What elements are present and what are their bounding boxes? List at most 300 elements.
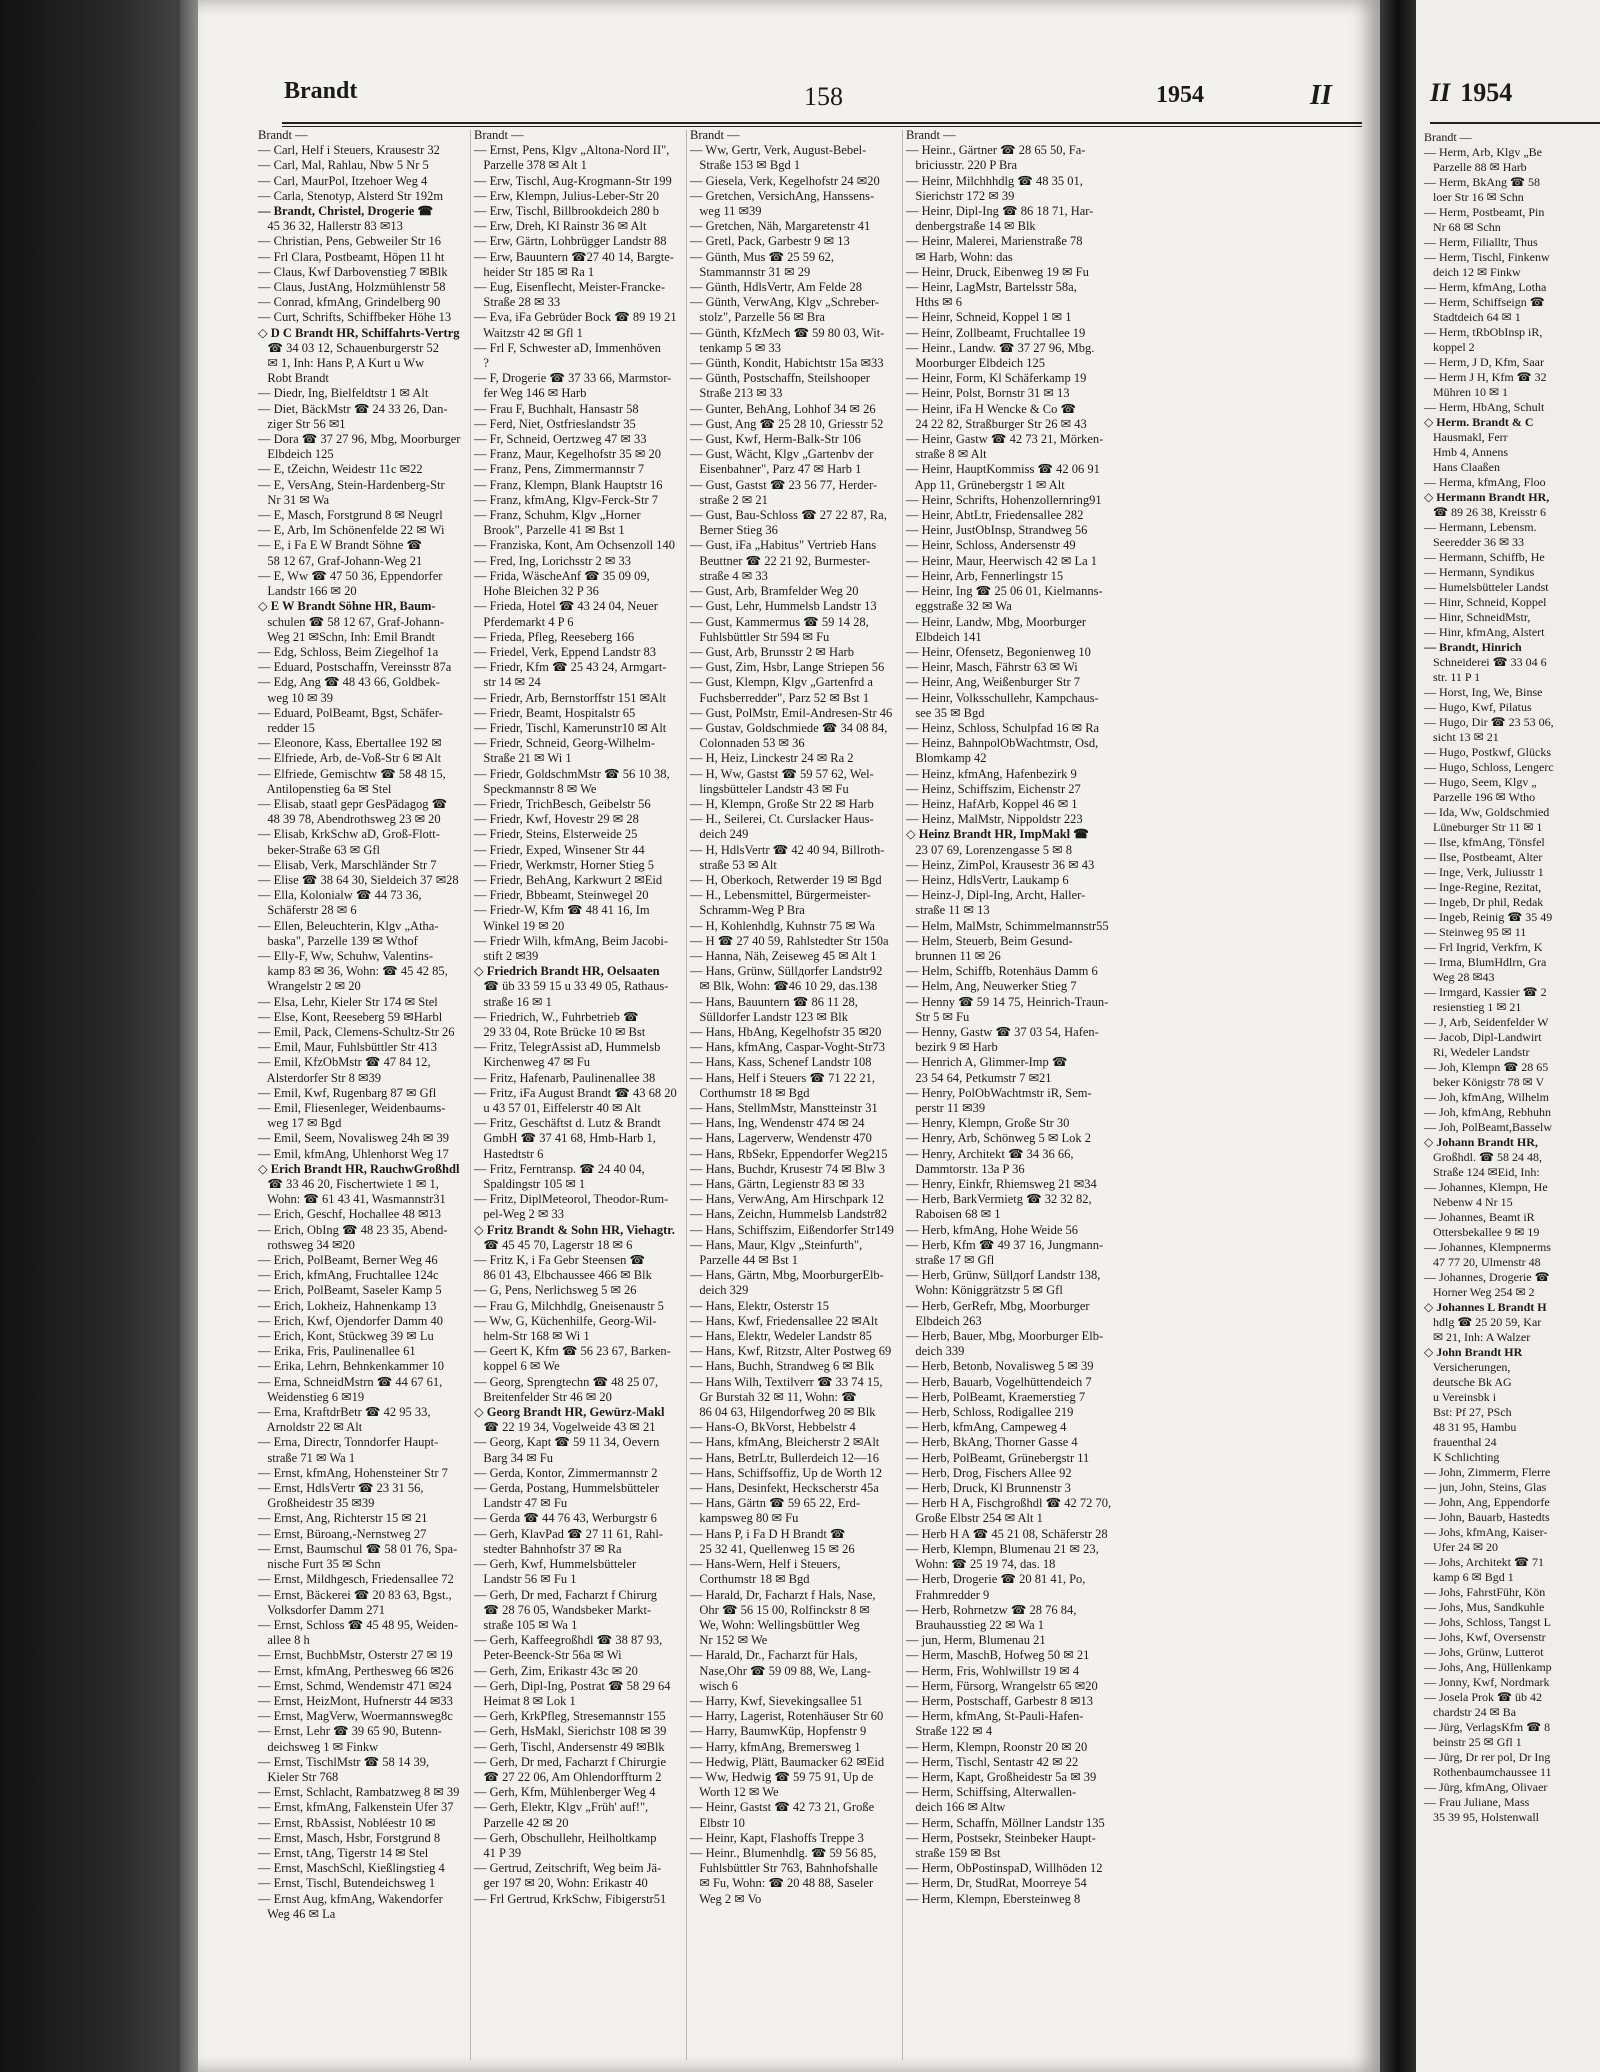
directory-entry-line: — H, Kohlenhdlg, Kuhnstr 75 ✉ Wa [690, 918, 875, 933]
directory-entry-line: — Gretchen, VersichAng, Hanssens- [690, 188, 875, 203]
directory-entry-line: — Ernst, kfmAng, Hohensteiner Str 7 [258, 1465, 448, 1480]
directory-entry-line: Elbdeich 141 [906, 629, 982, 644]
directory-entry-line: — Heinr., Landw. ☎ 37 27 96, Mbg. [906, 340, 1095, 355]
directory-entry-line: — Hedwig, Plätt, Baumacker 62 ✉Eid [690, 1754, 885, 1769]
directory-entry-line: — Friedr, Steins, Elsterweide 25 [474, 827, 638, 842]
directory-entry-line: — Carla, Stenotyp, Alsterd Str 192m [258, 188, 444, 203]
directory-entry-line: Sülldorfer Landstr 123 ✉ Blk [690, 1009, 849, 1024]
directory-entry-line: — Johannes, Drogerie ☎ [1424, 1270, 1550, 1284]
directory-entry-line: Parzelle 44 ✉ Bst 1 [690, 1253, 799, 1268]
directory-entry-line: 23 07 69, Lorenzengasse 5 ✉ 8 [906, 842, 1072, 857]
directory-entry-line: — Heinz, kfmAng, Hafenbezirk 9 [906, 766, 1077, 781]
directory-entry-line: — Herm J H, Kfm ☎ 32 [1424, 370, 1547, 384]
directory-entry-line: — Ernst, Baumschul ☎ 58 01 76, Spa- [258, 1541, 458, 1556]
directory-entry-line: Hastedtstr 6 [474, 1146, 544, 1161]
directory-entry-line: — Erw, Gärtn, Lohbrügger Landstr 88 [474, 234, 667, 249]
directory-entry-line: ☎ üb 33 59 15 u 33 49 05, Rathaus- [474, 979, 669, 994]
directory-entry-line: fer Weg 146 ✉ Harb [474, 386, 587, 401]
directory-entry-line: — E, VersAng, Stein-Hardenberg-Str [258, 477, 445, 492]
directory-entry-line: — Hans, Zeichn, Hummelsb Landstr82 [690, 1207, 888, 1222]
directory-entry-line: Hans Claaßen [1424, 460, 1500, 474]
directory-entry-line: — Heinr, Gastst ☎ 42 73 21, Große [690, 1800, 875, 1815]
directory-entry-line: — Herm, Tischl, Finkenw [1424, 250, 1550, 264]
directory-entry-line: — Erich, Kwf, Ojendorfer Damm 40 [258, 1313, 444, 1328]
directory-entry-line: 48 31 95, Hambu [1424, 1420, 1517, 1434]
directory-entry-line: — Helm, MalMstr, Schimmelmannstr55 [906, 918, 1109, 933]
directory-entry-line: ✉ Fu, Wohn: ☎ 20 48 88, Saseler [690, 1876, 874, 1891]
directory-entry-line: — Erich, PolBeamt, Berner Weg 46 [258, 1253, 438, 1268]
directory-entry-line: — Friedr, Tischl, Kamerunstr10 ✉ Alt [474, 720, 667, 735]
directory-entry-line: 29 33 04, Rote Brücke 10 ✉ Bst [474, 1024, 646, 1039]
column-divider [902, 130, 903, 2060]
directory-entry-line: ☎ 33 46 20, Fischertwiete 1 ✉ 1, [258, 1177, 439, 1192]
directory-entry-line: — Ernst, Mildhgesch, Friedensallee 72 [258, 1572, 454, 1587]
directory-entry-line: — Heinr, Dipl-Ing ☎ 86 18 71, Har- [906, 204, 1094, 219]
directory-entry-line: — Gust, Gastst ☎ 23 56 77, Herder- [690, 477, 878, 492]
directory-entry-line: stift 2 ✉39 [474, 948, 539, 963]
directory-entry-line: — Erna, Directr, Tonndorfer Haupt- [258, 1435, 439, 1450]
directory-entry-line: denbergstraße 14 ✉ Blk [906, 219, 1036, 234]
directory-entry-line: Weg 21 ✉Schn, Inh: Emil Brandt [258, 629, 435, 644]
directory-entry-line: — Henry, Klempn, Große Str 30 [906, 1116, 1070, 1131]
directory-entry-line: — Ernst, MagVerw, Woermannsweg8c [258, 1709, 453, 1724]
directory-entry-line: — Johs, FahrstFühr, Kön [1424, 1585, 1546, 1599]
directory-entry-line: ◇ Georg Brandt HR, Gewürz-Makl [474, 1405, 665, 1420]
directory-entry-line: — Friedr, Exped, Winsener Str 44 [474, 842, 645, 857]
scan-edge-shadow [180, 0, 198, 2072]
directory-entry-line: — E, Arb, Im Schönenfelde 22 ✉ Wi [258, 523, 445, 538]
directory-entry-line: — Frieda, Pfleg, Reeseberg 166 [474, 629, 635, 644]
directory-entry-line: — Herb, GerRefr, Mbg, Moorburger [906, 1298, 1090, 1313]
directory-entry-line: — Friedr, Beamt, Hospitalstr 65 [474, 705, 636, 720]
directory-entry-line: straße 159 ✉ Bst [906, 1845, 1001, 1860]
directory-entry-line: — Herm, Postsekr, Steinbeker Haupt- [906, 1830, 1096, 1845]
directory-entry-line: — Heinz, MalMstr, Nippoldstr 223 [906, 812, 1083, 827]
facing-page-header [1430, 78, 1512, 108]
directory-entry-line: — F, Drogerie ☎ 37 33 66, Marmstor- [474, 371, 672, 386]
directory-entry-line: Weidenstieg 6 ✉19 [258, 1389, 365, 1404]
directory-entry-line: — Heinr, Polst, Bornstr 31 ✉ 13 [906, 386, 1070, 401]
directory-entry-line: — Harry, Kwf, Sievekingsallee 51 [690, 1693, 863, 1708]
directory-entry-line: — Hans, Kwf, Friedensallee 22 ✉Alt [690, 1313, 878, 1328]
directory-entry-line: — Diedr, Ing, Bielfeldtstr 1 ✉ Alt [258, 386, 429, 401]
directory-entry-line: — Herb, PolBeamt, Grünebergstr 11 [906, 1450, 1090, 1465]
directory-entry-line: — Hans, Buchh, Strandweg 6 ✉ Blk [690, 1359, 875, 1374]
directory-entry-line: — Dora ☎ 37 27 96, Mbg, Moorburger [258, 432, 461, 447]
directory-entry-line: — Henrich A, Glimmer-Imp ☎ [906, 1055, 1068, 1070]
directory-entry-line: — John, Ang, Eppendorfe [1424, 1495, 1550, 1509]
directory-entry-line: — Hans, Maur, Klgv „Steinfurth", [690, 1237, 863, 1252]
directory-entry-line: deutsche Bk AG [1424, 1375, 1512, 1389]
directory-entry-line: — Hugo, Seem, Klgv „ [1424, 775, 1537, 789]
directory-entry-line: perstr 11 ✉39 [906, 1101, 986, 1115]
directory-entry-line: — Hans, Grünw, Süllдorfer Landstr92 [690, 964, 883, 979]
directory-entry-line: Kirchenweg 47 ✉ Fu [474, 1055, 591, 1070]
directory-entry-line: — Heinr, Landw, Mbg, Moorburger [906, 614, 1087, 629]
directory-entry-line: — Emil, Maur, Fuhlsbüttler Str 413 [258, 1040, 438, 1055]
directory-entry-line: — Heinr, Kapt, Flashoffs Treppe 3 [690, 1830, 864, 1845]
directory-entry-line: Straße 122 ✉ 4 [906, 1724, 993, 1739]
directory-entry-line: — Herm, Tischl, Sentastr 42 ✉ 22 [906, 1754, 1079, 1769]
directory-entry-line: — Gust, iFa „Habitus" Vertrieb Hans [690, 538, 877, 553]
directory-entry-line: — Friedrich, W., Fuhrbetrieb ☎ [474, 1009, 639, 1024]
directory-entry-line: — Ingeb, Reinig ☎ 35 49 [1424, 910, 1553, 924]
directory-entry-line: Kieler Str 768 [258, 1769, 339, 1784]
directory-entry-line: — Frl Ingrid, Verkfrn, K [1424, 940, 1543, 954]
directory-entry-line: — Else, Kont, Reeseberg 59 ✉Harbl [258, 1009, 443, 1024]
directory-entry-line: — Emil, kfmAng, Uhlenhorst Weg 17 [258, 1146, 449, 1161]
directory-entry-line: Str 5 ✉ Fu [906, 1009, 970, 1024]
directory-entry-line: ☎ 28 76 05, Wandsbeker Markt- [474, 1602, 652, 1617]
directory-entry-line: — Ernst, Bäckerei ☎ 20 83 63, Bgst., [258, 1587, 452, 1602]
directory-entry-line: — Hans, Elektr, Wedeler Landstr 85 [690, 1329, 872, 1344]
directory-entry-line: Straße 153 ✉ Bgd 1 [690, 158, 801, 173]
directory-entry-line: — Johs, Schloss, Tangst L [1424, 1615, 1551, 1629]
directory-entry-line: — Ida, Ww, Goldschmied [1424, 805, 1550, 819]
directory-entry-line: — Friedr, Kwf, Hovestr 29 ✉ 28 [474, 812, 639, 827]
directory-entry-line: — Herb, kfmAng, Hohe Weide 56 [906, 1222, 1078, 1237]
directory-entry-line: — Ernst, TischlMstr ☎ 58 14 39, [258, 1754, 430, 1769]
directory-entry-line: — Franz, Pens, Zimmermannstr 7 [474, 462, 645, 477]
directory-entry-line: — Hans, Buchdr, Krusestr 74 ✉ Blw 3 [690, 1161, 886, 1176]
directory-entry-line: Ufer 24 ✉ 20 [1424, 1540, 1499, 1554]
directory-entry-line: — Harry, Lagerist, Rotenhäuser Str 60 [690, 1709, 884, 1724]
directory-entry-line: Berner Stieg 36 [690, 523, 778, 538]
directory-entry-line: — Gerh, Dr med, Facharzt f Chirurg [474, 1587, 658, 1602]
directory-entry-line: Corthumstr 18 ✉ Bgd [690, 1085, 810, 1100]
directory-entry-line: — Joh, Klempn ☎ 28 65 [1424, 1060, 1549, 1074]
directory-entry-line: — Johs, Mus, Sandkuhle [1424, 1600, 1545, 1614]
directory-entry-line: Schäferstr 28 ✉ 6 [258, 903, 357, 918]
directory-entry-line: — Heinr., Gärtner ☎ 28 65 50, Fa- [906, 143, 1086, 158]
directory-entry-line: — Hinr, SchneidMstr, [1424, 610, 1531, 624]
directory-entry-line: Dammtorstr. 13a P 36 [906, 1161, 1025, 1176]
directory-entry-line: straße 2 ✉ 21 [690, 492, 768, 507]
directory-entry-line: 48 39 78, Abendrothsweg 23 ✉ 20 [258, 812, 441, 827]
directory-entry-line: straße 8 ✉ Alt [906, 447, 987, 462]
directory-entry-line: — Josela Prok ☎ üb 42 [1424, 1690, 1542, 1704]
directory-entry-line: — Carl, MaurPol, Itzehoer Weg 4 [258, 173, 428, 188]
directory-entry-line: — Ernst, HdlsVertr ☎ 23 31 56, [258, 1481, 424, 1496]
directory-entry-line: — Conrad, kfmAng, Grindelberg 90 [258, 295, 441, 310]
directory-entry-line: — Erw, Bauuntern ☎27 40 14, Bargte- [474, 249, 674, 264]
directory-entry-line: — Harald, Dr., Facharzt für Hals, [690, 1648, 858, 1663]
directory-entry-line: Nebenw 4 Nr 15 [1424, 1195, 1513, 1209]
directory-entry-line: — Hans, Kass, Schenef Landstr 108 [690, 1055, 872, 1070]
directory-entry-line: — Heinz, HafArb, Koppel 46 ✉ 1 [906, 796, 1078, 811]
directory-entry-line: Mühren 10 ✉ 1 [1424, 385, 1509, 399]
directory-entry-line: ✉ Blk, Wohn: ☎46 10 29, das.138 [690, 979, 878, 994]
directory-entry-line: kampsweg 80 ✉ Fu [690, 1511, 799, 1526]
directory-entry-line: schulen ☎ 58 12 67, Graf-Johann- [258, 614, 445, 629]
directory-entry-line: — Gerh, HsMakl, Sierichstr 108 ✉ 39 [474, 1724, 667, 1739]
directory-entry-line: — Ilse, Postbeamt, Alter [1424, 850, 1543, 864]
directory-entry-line: straße 16 ✉ 1 [474, 994, 552, 1009]
directory-entry-line: — Günth, VerwAng, Klgv „Schreber- [690, 295, 880, 310]
directory-entry-line: bezirk 9 ✉ Harb [906, 1040, 998, 1055]
directory-entry-line: — Brandt, Hinrich [1424, 640, 1522, 654]
directory-entry-line: — H ☎ 27 40 59, Rahlstedter Str 150a [690, 933, 889, 948]
directory-entry-line: — Herb, Drog, Fischers Allee 92 [906, 1465, 1072, 1480]
directory-entry-line: — Hans, VerwAng, Am Hirschpark 12 [690, 1192, 884, 1207]
directory-entry-line: tenkamp 5 ✉ 33 [690, 340, 782, 355]
directory-entry-line: — Gertrud, Zeitschrift, Weg beim Jä- [474, 1861, 662, 1876]
directory-entry-line: brunnen 11 ✉ 26 [906, 948, 1001, 963]
directory-entry-line: — Herm, kfmAng, Lotha [1424, 280, 1547, 294]
directory-entry-line: — Fritz, iFa August Brandt ☎ 43 68 20 [474, 1085, 677, 1100]
directory-entry-line: ☎ 22 19 34, Vogelweide 43 ✉ 21 [474, 1420, 656, 1435]
column-head: Brandt — [690, 128, 740, 142]
directory-entry-line: — Hanna, Näh, Zeiseweg 45 ✉ Alt 1 [690, 948, 877, 963]
directory-entry-line: Robt Brandt [258, 371, 329, 386]
directory-entry-line: — Helm, Schiffb, Rotenhäus Damm 6 [906, 964, 1098, 979]
directory-entry-line: — Erich, kfmAng, Fruchtallee 124c [258, 1268, 439, 1283]
directory-entry-line: — E, tZeichn, Weidestr 11c ✉22 [258, 462, 423, 477]
directory-entry-line: ☎ 34 03 12, Schauenburgerstr 52 [258, 340, 439, 355]
directory-entry-line: Weg 46 ✉ La [258, 1906, 336, 1921]
directory-entry-line: — Friedr Wilh, kfmAng, Beim Jacobi- [474, 933, 669, 948]
directory-entry-line: — Hans-Wern, Helf i Steuers, [690, 1557, 841, 1572]
directory-entry-line: Weg 2 ✉ Vo [690, 1891, 762, 1906]
directory-entry-line: — Heinr, Volksschullehr, Kampchaus- [906, 690, 1099, 705]
directory-entry-line: — Erich, PolBeamt, Saseler Kamp 5 [258, 1283, 442, 1298]
directory-entry-line: Versicherungen, [1424, 1360, 1511, 1374]
directory-entry-line: — Hans, Ing, Wendenstr 474 ✉ 24 [690, 1116, 865, 1131]
directory-entry-line: — Frau Juliane, Mass [1424, 1795, 1530, 1809]
directory-entry-line: deich 12 ✉ Finkw [1424, 265, 1521, 279]
directory-entry-line: — Ernst, Tischl, Butendeichsweg 1 [258, 1876, 436, 1891]
directory-entry-line: — Gust, Wächt, Klgv „Gartenbv der [690, 447, 874, 462]
directory-entry-line: stedter Bahnhofstr 37 ✉ Ra [474, 1541, 622, 1556]
directory-entry-line: — Heinr, Zollbeamt, Fruchtallee 19 [906, 325, 1086, 340]
directory-entry-line: — Herm, Schiffsing, Alterwallen- [906, 1785, 1077, 1800]
directory-entry-line: Ottersbekallee 9 ✉ 19 [1424, 1225, 1540, 1239]
directory-entry-line: — Fred, Ing, Lorichsstr 2 ✉ 33 [474, 553, 631, 568]
directory-entry-line: — Herb, Kfm ☎ 49 37 16, Jungmann- [906, 1237, 1104, 1252]
directory-entry-line: — H, Klempn, Große Str 22 ✉ Harb [690, 796, 874, 811]
directory-entry-line: — Herm, MaschB, Hofweg 50 ✉ 21 [906, 1648, 1090, 1663]
directory-entry-line: Wohn: Königgrätzstr 5 ✉ Gfl [906, 1283, 1063, 1298]
directory-entry-line: — Elisab, Verk, Marschländer Str 7 [258, 857, 437, 872]
directory-entry-line: — Elisab, KrkSchw aD, Groß-Flott- [258, 827, 440, 842]
directory-entry-line: kamp 83 ✉ 36, Wohn: ☎ 45 42 85, [258, 964, 448, 979]
directory-entry-line: — Friedr, Bbbeamt, Steinwegel 20 [474, 888, 649, 903]
directory-entry-line: — Erna, KraftdrBetr ☎ 42 95 33, [258, 1405, 431, 1420]
directory-entry-line: Wohn: ☎ 61 43 41, Wasmannstr31 [258, 1192, 446, 1207]
directory-entry-line: — Gerda ☎ 44 76 43, Werburgstr 6 [474, 1511, 657, 1526]
directory-entry-line: ◇ Fritz Brandt & Sohn HR, Viehagtr. [474, 1222, 675, 1237]
directory-entry-line: — Herm, Schiffseign ☎ [1424, 295, 1545, 309]
directory-entry-line: — Eduard, Postschaffn, Vereinsstr 87a [258, 660, 452, 675]
directory-entry-line: — Herb, Betonb, Novalisweg 5 ✉ 39 [906, 1359, 1094, 1374]
directory-entry-line: — Heinr, iFa H Wencke & Co ☎ [906, 401, 1077, 416]
directory-entry-line: — Franz, kfmAng, Klgv-Ferck-Str 7 [474, 492, 658, 507]
directory-entry-line: — Gerh, Elektr, Klgv „Früh' auf!", [474, 1800, 649, 1815]
column-head: Brandt — [258, 128, 308, 142]
directory-entry-line: Moorburger Elbdeich 125 [906, 356, 1045, 371]
directory-entry-line: — Heinr, Schrifts, Hohenzollernring91 [906, 492, 1102, 507]
facing-page-year: 1954 [1460, 78, 1513, 107]
directory-entry-line: ◇ D C Brandt HR, Schiffahrts-Vertrg [258, 325, 460, 340]
directory-entry-line: — Elise ☎ 38 64 30, Sieldeich 37 ✉28 [258, 872, 459, 887]
directory-entry-line: — Eleonore, Kass, Ebertallee 192 ✉ [258, 736, 442, 751]
directory-entry-line: — Humelsbütteler Landst [1424, 580, 1549, 594]
directory-entry-line: — Joh, kfmAng, Wilhelm [1424, 1090, 1549, 1104]
directory-entry-line: Antilopenstieg 6a ✉ Stel [258, 781, 392, 796]
directory-entry-line: — Gerh, KrkPfleg, Stresemannstr 155 [474, 1709, 666, 1724]
directory-entry-line: Fuhlsbüttler Str 763, Bahnhofshalle [690, 1861, 878, 1876]
directory-entry-line: — John, Zimmerm, Flerre [1424, 1465, 1551, 1479]
directory-entry-line: — Heinr, Milchhhdlg ☎ 48 35 01, [906, 173, 1083, 188]
header-rule-thin [282, 126, 1362, 127]
directory-entry-line: weg 10 ✉ 39 [258, 690, 334, 705]
directory-entry-line: — Hans, StellmMstr, Manstteinstr 31 [690, 1101, 878, 1115]
directory-entry-line: — Hans, Gärtn ☎ 59 65 22, Erd- [690, 1496, 861, 1511]
directory-entry-line: — Gerh, Zim, Erikastr 43c ✉ 20 [474, 1663, 638, 1678]
directory-entry-line: — Gerh, Kaffeegroßhdl ☎ 38 87 93, [474, 1633, 663, 1648]
directory-entry-line: — Günth, Mus ☎ 25 59 62, [690, 249, 835, 264]
directory-entry-line: — Herb, PolBeamt, Kraemerstieg 7 [906, 1389, 1086, 1404]
directory-entry-line: Corthumstr 18 ✉ Bgd [690, 1572, 810, 1587]
directory-entry-line: koppel 6 ✉ We [474, 1359, 560, 1374]
directory-entry-line: — Fritz, DiplMeteorol, Theodor-Rum- [474, 1192, 669, 1207]
directory-entry-line: see 35 ✉ Bgd [906, 705, 985, 720]
directory-entry-line: — E, i Fa E W Brandt Söhne ☎ [258, 538, 423, 553]
directory-entry-line: deich 249 [690, 827, 749, 842]
directory-entry-line: — Ernst, HeizMont, Hufnerstr 44 ✉33 [258, 1693, 453, 1708]
directory-entry-line: — Heinr, Gastw ☎ 42 73 21, Mörken- [906, 432, 1104, 447]
directory-entry-line: Elbdeich 263 [906, 1313, 982, 1328]
directory-entry-line: — Hans, Schiffszim, Eißendorfer Str149 [690, 1222, 894, 1237]
directory-entry-line: Spaldingstr 105 ✉ 1 [474, 1177, 586, 1192]
directory-entry-line: allee 8 h [258, 1633, 310, 1648]
directory-entry-line: Rothenbaumchaussee 11 [1424, 1765, 1552, 1779]
directory-entry-line: Großhdl. ☎ 58 24 48, [1424, 1150, 1542, 1164]
column-divider [686, 130, 687, 2060]
directory-entry-line: Lüneburger Str 11 ✉ 1 [1424, 820, 1543, 834]
directory-entry-line: koppel 2 [1424, 340, 1475, 354]
book-gutter [1380, 0, 1416, 2072]
directory-entry-line: — Emil, Fliesenleger, Weidenbaums- [258, 1101, 446, 1115]
directory-entry-line: ◇ John Brandt HR [1424, 1345, 1523, 1359]
directory-entry-line: — Hans, Gärtn, Mbg, MoorburgerElb- [690, 1268, 884, 1283]
directory-entry-line: lingsbütteler Landstr 43 ✉ Fu [690, 781, 849, 796]
directory-entry-line: Colonnaden 53 ✉ 36 [690, 736, 805, 751]
directory-entry-line: — Hans, Bauuntern ☎ 86 11 28, [690, 994, 858, 1009]
header-rule [282, 122, 1362, 124]
directory-entry-line: ◇ Johann Brandt HR, [1424, 1135, 1538, 1149]
directory-entry-line: — Herb, Schloss, Rodigallee 219 [906, 1405, 1074, 1420]
directory-entry-line: — Herm, Klempn, Roonstr 20 ✉ 20 [906, 1739, 1088, 1754]
directory-entry-line: — Herb, kfmAng, Campeweg 4 [906, 1420, 1067, 1435]
directory-entry-line: — Helm, Steuerb, Beim Gesund- [906, 933, 1073, 948]
directory-entry-line: redder 15 [258, 720, 315, 735]
directory-entry-line: — Horst, Ing, We, Binse [1424, 685, 1543, 699]
directory-entry-line: — Henny, Gastw ☎ 37 03 54, Hafen- [906, 1024, 1099, 1039]
directory-entry-line: — Hans, Gärtn, Legienstr 83 ✉ 33 [690, 1177, 865, 1192]
directory-entry-line: — Henry, Architekt ☎ 34 36 66, [906, 1146, 1074, 1161]
directory-entry-line: — Gerh, Kfm, Mühlenberger Weg 4 [474, 1785, 656, 1800]
directory-entry-line: — Ernst, Ang, Richterstr 15 ✉ 21 [258, 1511, 428, 1526]
directory-entry-line: — H., Seilerei, Ct. Curslacker Haus- [690, 812, 874, 827]
directory-entry-line: — Ww, Hedwig ☎ 59 75 91, Up de [690, 1769, 874, 1784]
directory-entry-line: — Frieda, Hotel ☎ 43 24 04, Neuer [474, 599, 658, 614]
directory-entry-line: — Gerh, Dr med, Facharzt f Chirurgie [474, 1754, 667, 1769]
directory-entry-line: — Hans, kfmAng, Caspar-Voght-Str73 [690, 1040, 885, 1055]
directory-entry-line: — Hans, HbAng, Kegelhofstr 35 ✉20 [690, 1024, 882, 1039]
directory-entry-line: Große Elbstr 254 ✉ Alt 1 [906, 1511, 1043, 1526]
directory-entry-line: Elbdeich 125 [258, 447, 334, 462]
directory-entry-line: — Herm, Postschaff, Garbestr 8 ✉13 [906, 1693, 1093, 1708]
directory-entry-line: u Vereinsbk i [1424, 1390, 1497, 1404]
directory-column-2 [474, 128, 684, 1907]
directory-entry-line: — Henry, Einkfr, Rhiemsweg 21 ✉34 [906, 1177, 1097, 1192]
directory-entry-line: — Hans Wilh, Textilverr ☎ 33 74 15, [690, 1374, 883, 1389]
directory-entry-line: — Friedr, TrichBesch, Geibelstr 56 [474, 796, 651, 811]
directory-entry-line: ✉ 1, Inh: Hans P, A Kurt u Ww [258, 356, 425, 371]
directory-entry-line: ☎ 89 26 38, Kreisstr 6 [1424, 505, 1546, 519]
directory-entry-line: — Christian, Pens, Gebweiler Str 16 [258, 234, 441, 249]
directory-entry-line: — Frl F, Schwester aD, Immenhöven [474, 340, 661, 355]
directory-entry-line: — Elsa, Lehr, Kieler Str 174 ✉ Stel [258, 994, 438, 1009]
directory-entry-line: — Giesela, Verk, Kegelhofstr 24 ✉20 [690, 173, 880, 188]
directory-entry-line: Brauhausstieg 22 ✉ Wa 1 [906, 1617, 1045, 1632]
directory-entry-line: heider Str 185 ✉ Ra 1 [474, 264, 595, 279]
directory-entry-line: straße 53 ✉ Alt [690, 857, 777, 872]
directory-entry-line: — Heinr, Form, Kl Schäferkamp 19 [906, 371, 1087, 386]
directory-entry-line: Raboisen 68 ✉ 1 [906, 1207, 1001, 1222]
directory-entry-line: ◇ Friedrich Brandt HR, Oelsaaten [474, 964, 660, 979]
directory-entry-line: — Hans, Kwf, Ritzstr, Alter Postweg 69 [690, 1344, 892, 1359]
directory-entry-line: — J, Arb, Seidenfelder W [1424, 1015, 1549, 1029]
directory-entry-line: straße 11 ✉ 13 [906, 903, 990, 918]
directory-entry-line: — Friedr, Werkmstr, Horner Stieg 5 [474, 857, 655, 872]
directory-entry-line: — Herm, Fris, Wohlwillstr 19 ✉ 4 [906, 1663, 1080, 1678]
directory-entry-line: — Ingeb, Dr phil, Redak [1424, 895, 1544, 909]
directory-entry-line: Nr 152 ✉ We [690, 1633, 768, 1648]
directory-entry-line: We, Wohn: Wellingsbüttler Weg [690, 1617, 860, 1632]
directory-entry-line: — Herb, Bauer, Mbg, Moorburger Elb- [906, 1329, 1104, 1344]
directory-entry-line: hdlg ☎ 25 20 59, Kar [1424, 1315, 1542, 1329]
directory-entry-line: — Heinr, Maur, Heerwisch 42 ✉ La 1 [906, 553, 1098, 568]
directory-entry-line: stolz", Parzelle 56 ✉ Bra [690, 310, 825, 325]
directory-entry-line: kamp 6 ✉ Bgd 1 [1424, 1570, 1514, 1584]
directory-entry-line: helm-Str 168 ✉ Wi 1 [474, 1329, 590, 1344]
directory-entry-line: — Ernst, Lehr ☎ 39 65 90, Butenn- [258, 1724, 442, 1739]
directory-entry-line: — Herm, HbAng, Schult [1424, 400, 1545, 414]
directory-entry-line: — Gunter, BehAng, Lohhof 34 ✉ 26 [690, 401, 876, 416]
directory-entry-line: — Erw, Tischl, Billbrookdeich 280 b [474, 204, 659, 219]
directory-entry-line: Breitenfelder Str 46 ✉ 20 [474, 1389, 612, 1404]
directory-entry-line: ? [474, 356, 489, 371]
directory-entry-line: — Heinr, HauptKommiss ☎ 42 06 91 [906, 462, 1100, 477]
directory-entry-line: straße 71 ✉ Wa 1 [258, 1450, 356, 1465]
directory-entry-line: — Edg, Schloss, Beim Ziegelhof 1a [258, 644, 439, 659]
directory-entry-line: — Herm, BkAng ☎ 58 [1424, 175, 1540, 189]
directory-entry-line: Ohr ☎ 56 15 00, Rolfinckstr 8 ✉ [690, 1602, 870, 1617]
directory-entry-line: eggstraße 32 ✉ Wa [906, 599, 1012, 614]
directory-entry-line: — Herb, Grünw, Süllдorf Landstr 138, [906, 1268, 1101, 1283]
directory-entry-line: — Harry, kfmAng, Bremersweg 1 [690, 1739, 861, 1754]
directory-entry-line: Hausmakl, Ferr [1424, 430, 1508, 444]
directory-entry-line: Nase,Ohr ☎ 59 09 88, We, Lang- [690, 1663, 871, 1678]
directory-entry-line: — Herm, J D, Kfm, Saar [1424, 355, 1544, 369]
directory-entry-line: Parzelle 88 ✉ Harb [1424, 160, 1527, 174]
directory-entry-line: — Friedr, Arb, Bernstorffstr 151 ✉Alt [474, 690, 667, 705]
directory-entry-line: Hohe Bleichen 32 P 36 [474, 584, 599, 599]
directory-entry-line: Fuchsberredder", Parz 52 ✉ Bst 1 [690, 690, 870, 705]
directory-entry-line: — Frl Clara, Postbeamt, Höpen 11 ht [258, 249, 445, 264]
